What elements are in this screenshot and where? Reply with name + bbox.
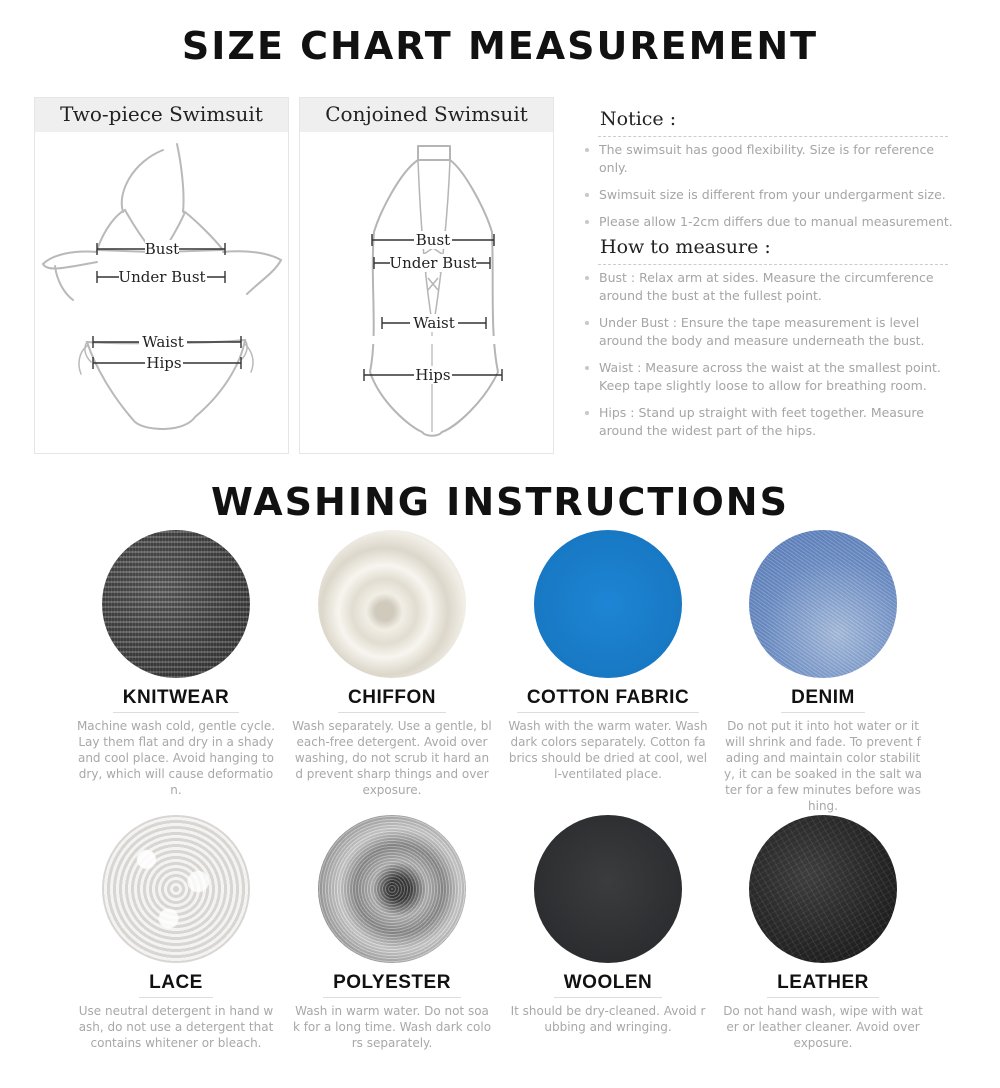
how-to-item-hips: Hips : Stand up straight with feet together. Measure around the widest part of the hips. [584, 404, 964, 440]
conjoined-under-bust-label: Under Bust [389, 254, 477, 272]
fabric-polyester [284, 815, 500, 1051]
fabric-denim [715, 530, 931, 814]
two-piece-panel [34, 97, 289, 454]
size-chart-title: SIZE CHART MEASUREMENT [181, 24, 819, 68]
washing-title: WASHING INSTRUCTIONS [211, 480, 789, 524]
fabric-chiffon [284, 530, 500, 798]
notice-divider [598, 136, 948, 137]
conjoined-waist-label: Waist [413, 314, 455, 332]
fabric-name: WOOLEN [554, 972, 663, 998]
two-piece-waist-label: Waist [142, 333, 184, 351]
two-piece-diagram [35, 132, 288, 453]
how-to-item-bust: Bust : Relax arm at sides. Measure the circumference around the bust at the fullest point. [584, 269, 964, 305]
two-piece-hips-label: Hips [146, 354, 182, 372]
fabric-desc: Do not hand wash, wipe with water or leather cleaner. Avoid overexposure. [723, 1004, 923, 1050]
fabric-knitwear [68, 530, 284, 798]
notice-list [584, 141, 964, 240]
neck-band [418, 146, 450, 160]
right-strap [177, 144, 184, 212]
fabric-cotton [500, 530, 716, 782]
fabric-lace [68, 815, 284, 1051]
fabric-leather [715, 815, 931, 1051]
notice-item: The swimsuit has good flexibility. Size is for reference only. [584, 141, 964, 177]
chiffon-swatch [318, 530, 466, 678]
cotton-swatch [534, 530, 682, 678]
two-piece-bust-label: Bust [144, 240, 180, 258]
leather-swatch [749, 815, 897, 963]
fabric-woolen [500, 815, 716, 1035]
conjoined-hips-label: Hips [415, 366, 451, 384]
notice-title: Notice : [600, 108, 677, 130]
polyester-swatch [318, 815, 466, 963]
fabric-desc: Use neutral detergent in hand wash, do not use a detergent that contains whitener or bleach. [78, 1004, 274, 1050]
fabric-desc: It should be dry-cleaned. Avoid rubbing and wringing. [510, 1004, 706, 1034]
fabric-name: KNITWEAR [113, 687, 239, 713]
fabric-desc: Wash separately. Use a gentle, bleach-free detergent. Avoid over washing, do not scrub it hard and prevent sharp things and overexposure. [292, 719, 492, 797]
fabric-desc: Machine wash cold, gentle cycle. Lay them flat and dry in a shady and cool place. Avoid hanging to dry, which will cause deformation. [76, 719, 276, 797]
left-strap [122, 150, 163, 212]
two-piece-title: Two-piece Swimsuit [35, 98, 288, 132]
lace-swatch [102, 815, 250, 963]
how-to-item-under-bust: Under Bust : Ensure the tape measurement is level around the body and measure underneath the bust. [584, 314, 964, 350]
fabric-name: POLYESTER [323, 972, 461, 998]
how-to-divider [598, 264, 948, 265]
fabric-name: CHIFFON [338, 687, 446, 713]
knitwear-swatch [102, 530, 250, 678]
fabric-desc: Do not put it into hot water or it will shrink and fade. To prevent fading and maintain color stability, it can be soaked in the salt water for a few minutes before washing. [724, 719, 922, 813]
body-outline [370, 160, 498, 436]
conjoined-panel [299, 97, 554, 454]
fabric-name: DENIM [781, 687, 865, 713]
notice-item: Please allow 1-2cm differs due to manual measurement. [584, 213, 964, 231]
conjoined-bust-label: Bust [415, 231, 451, 249]
fabric-name: LACE [139, 972, 213, 998]
how-to-title: How to measure : [600, 236, 771, 258]
fabric-name: COTTON FABRIC [517, 687, 699, 713]
woolen-swatch [534, 815, 682, 963]
fabric-name: LEATHER [767, 972, 879, 998]
fabric-desc: Wash in warm water. Do not soak for a long time. Wash dark colors separately. [292, 1004, 492, 1050]
denim-swatch [749, 530, 897, 678]
how-to-list [584, 269, 964, 449]
fabric-desc: Wash with the warm water. Wash dark colors separately. Cotton fabrics should be dried at cool, well-ventilated place. [508, 719, 708, 781]
two-piece-under-bust-label: Under Bust [118, 268, 206, 286]
conjoined-diagram [300, 132, 553, 453]
notice-item: Swimsuit size is different from your undergarment size. [584, 186, 964, 204]
how-to-item-waist: Waist : Measure across the waist at the smallest point. Keep tape slightly loose to allow for breathing room. [584, 359, 964, 395]
conjoined-title: Conjoined Swimsuit [300, 98, 553, 132]
